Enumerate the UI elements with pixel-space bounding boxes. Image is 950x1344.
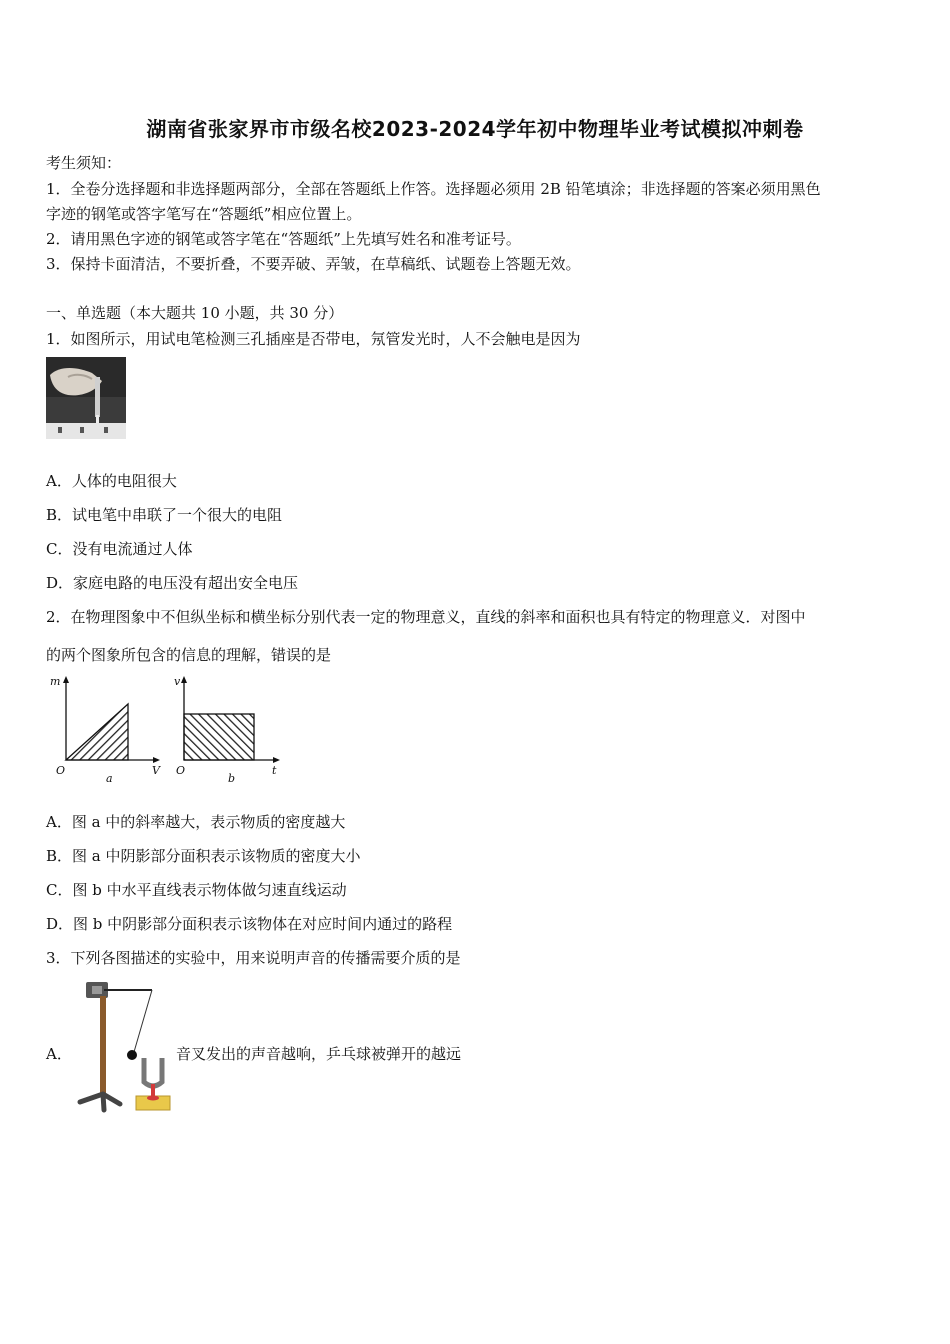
q1-option-a: A．人体的电阻很大 xyxy=(46,472,177,490)
stand-rod xyxy=(100,996,106,1096)
notice-heading: 考生须知： xyxy=(46,154,122,172)
q3-stem: 3．下列各图描述的实验中，用来说明声音的传播需要介质的是 xyxy=(46,949,461,967)
notice-item-1-cont: 字迹的钢笔或答字笔写在“答题纸”相应位置上。 xyxy=(46,205,362,223)
q2-option-c: C．图 b 中水平直线表示物体做匀速直线运动 xyxy=(46,881,347,899)
q2-option-b: B．图 a 中阴影部分面积表示该物质的密度大小 xyxy=(46,847,361,865)
graph-a-x-arrow xyxy=(153,757,160,763)
graph-a-shaded-triangle xyxy=(66,704,128,760)
pingpong-ball-icon xyxy=(127,1050,137,1060)
q1-option-d: D．家庭电路的电压没有超出安全电压 xyxy=(46,574,299,592)
page-title: 湖南省张家界市市级名校2023-2024学年初中物理毕业考试模拟冲刺卷 xyxy=(146,117,804,141)
q1-option-b: B．试电笔中串联了一个很大的电阻 xyxy=(46,506,283,524)
graph-b-x-arrow xyxy=(273,757,280,763)
graph-b-shaded-rectangle xyxy=(184,714,254,760)
notice-item-3: 3．保持卡面清洁，不要折叠，不要弄破、弄皱，在草稿纸、试题卷上答题无效。 xyxy=(46,255,581,273)
q2-option-d: D．图 b 中阴影部分面积表示该物体在对应时间内通过的路程 xyxy=(46,915,453,933)
graph-a xyxy=(46,674,166,788)
tester-pen-photo xyxy=(46,357,126,439)
graph-a-x-label: V xyxy=(152,764,160,777)
q3-option-a-label: A． xyxy=(46,1045,72,1063)
notice-item-1: 1．全卷分选择题和非选择题两部分，全部在答题纸上作答。选择题必须用 2B 铅笔填涂；非选择题的答案必须用黑色 xyxy=(46,180,821,198)
graph-b xyxy=(166,674,286,788)
tuning-fork-icon xyxy=(144,1058,162,1086)
q1-option-c: C．没有电流通过人体 xyxy=(46,540,193,558)
graph-a-y-label: m xyxy=(50,675,61,688)
q3-option-a-text: 音叉发出的声音越响，乒乓球被弹开的越远 xyxy=(176,1045,462,1063)
q1-stem: 1．如图所示，用试电笔检测三孔插座是否带电，氖管发光时，人不会触电是因为 xyxy=(46,330,581,348)
tuning-fork-pingpong-figure xyxy=(74,978,174,1116)
graph-a-caption: a xyxy=(106,772,113,785)
graph-b-y-label: v xyxy=(174,675,181,688)
graph-a-y-arrow xyxy=(63,676,69,683)
notice-item-2: 2．请用黑色字迹的钢笔或答字笔在“答题纸”上先填写姓名和准考证号。 xyxy=(46,230,521,248)
graph-a-origin: O xyxy=(56,764,66,777)
graph-b-x-label: t xyxy=(272,764,277,777)
section-heading: 一、单选题（本大题共 10 小题，共 30 分） xyxy=(46,304,344,322)
q2-option-a: A．图 a 中的斜率越大，表示物质的密度越大 xyxy=(46,813,346,831)
graph-b-y-arrow xyxy=(181,676,187,683)
q2-stem-line-1: 2．在物理图象中不但纵坐标和横坐标分别代表一定的物理意义，直线的斜率和面积也具有特定的物理意义．对图中 xyxy=(46,608,806,626)
graph-b-caption: b xyxy=(228,772,236,785)
q2-stem-line-2: 的两个图象所包含的信息的理解，错误的是 xyxy=(46,646,332,664)
graph-b-origin: O xyxy=(176,764,186,777)
